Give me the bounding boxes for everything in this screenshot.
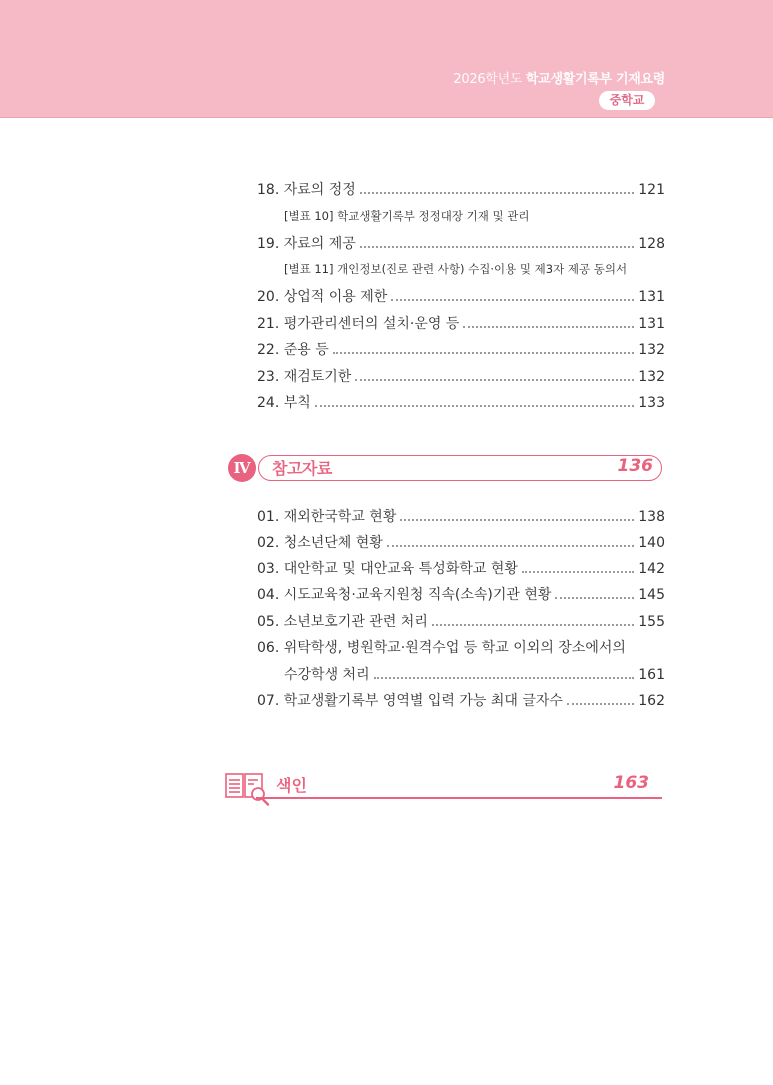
index-page-number: 163 xyxy=(613,773,649,793)
dot-leader xyxy=(400,518,634,521)
toc-entry-19[interactable]: 19. 자료의 제공 128 xyxy=(257,236,665,252)
toc-entry-04[interactable]: 04. 시도교육청·교육지원청 직속(소속)기관 현황 145 xyxy=(257,587,665,603)
index-underline xyxy=(256,797,662,799)
dot-leader xyxy=(391,298,634,301)
dot-leader xyxy=(463,325,634,328)
header-title: 2026학년도 학교생활기록부 기재요령 xyxy=(453,72,665,87)
dot-leader xyxy=(360,191,634,194)
section-title[interactable]: 참고자료 xyxy=(272,459,332,478)
school-level-badge: 중학교 xyxy=(599,91,655,110)
toc-entry-07[interactable]: 07. 학교생활기록부 영역별 입력 가능 최대 글자수 162 xyxy=(257,693,665,709)
page-header xyxy=(0,0,773,118)
dot-leader xyxy=(432,623,634,626)
toc-entry-21[interactable]: 21. 평가관리센터의 설치·운영 등 131 xyxy=(257,316,665,332)
toc-entry-20[interactable]: 20. 상업적 이용 제한 131 xyxy=(257,289,665,305)
toc-entry-06[interactable]: 06. 위탁학생, 병원학교·원격수업 등 학교 이외의 장소에서의 xyxy=(257,640,626,656)
dot-leader xyxy=(555,596,634,599)
index-title[interactable]: 색인 xyxy=(276,776,307,795)
toc-entry-05[interactable]: 05. 소년보호기관 관련 처리 155 xyxy=(257,614,665,630)
dot-leader xyxy=(333,351,635,354)
toc-entry-22[interactable]: 22. 준용 등 132 xyxy=(257,342,665,358)
toc-entry-03[interactable]: 03. 대안학교 및 대안교육 특성화학교 현황 142 xyxy=(257,561,665,577)
dot-leader xyxy=(355,378,634,381)
toc-entry-01[interactable]: 01. 재외한국학교 현황 138 xyxy=(257,509,665,525)
dot-leader xyxy=(360,245,634,248)
toc-entry-06-continued[interactable]: 수강학생 처리 161 xyxy=(284,667,665,683)
dot-leader xyxy=(567,702,634,705)
toc-entry-02[interactable]: 02. 청소년단체 현황 140 xyxy=(257,535,665,551)
toc-subentry-appendix-10[interactable]: [별표 10] 학교생활기록부 정정대장 기재 및 관리 xyxy=(284,209,530,223)
book-search-icon xyxy=(225,771,271,807)
toc-entry-23[interactable]: 23. 재검토기한 132 xyxy=(257,369,665,385)
dot-leader xyxy=(522,570,634,573)
dot-leader xyxy=(315,404,635,407)
dot-leader xyxy=(374,676,635,679)
section-number-badge: Ⅳ xyxy=(228,454,256,482)
dot-leader xyxy=(387,544,634,547)
toc-subentry-appendix-11[interactable]: [별표 11] 개인정보(진로 관련 사항) 수집·이용 및 제3자 제공 동의서 xyxy=(284,262,628,276)
toc-entry-18[interactable]: 18. 자료의 정정 121 xyxy=(257,182,665,198)
section-page-number: 136 xyxy=(617,456,653,476)
toc-entry-24[interactable]: 24. 부칙 133 xyxy=(257,395,665,411)
